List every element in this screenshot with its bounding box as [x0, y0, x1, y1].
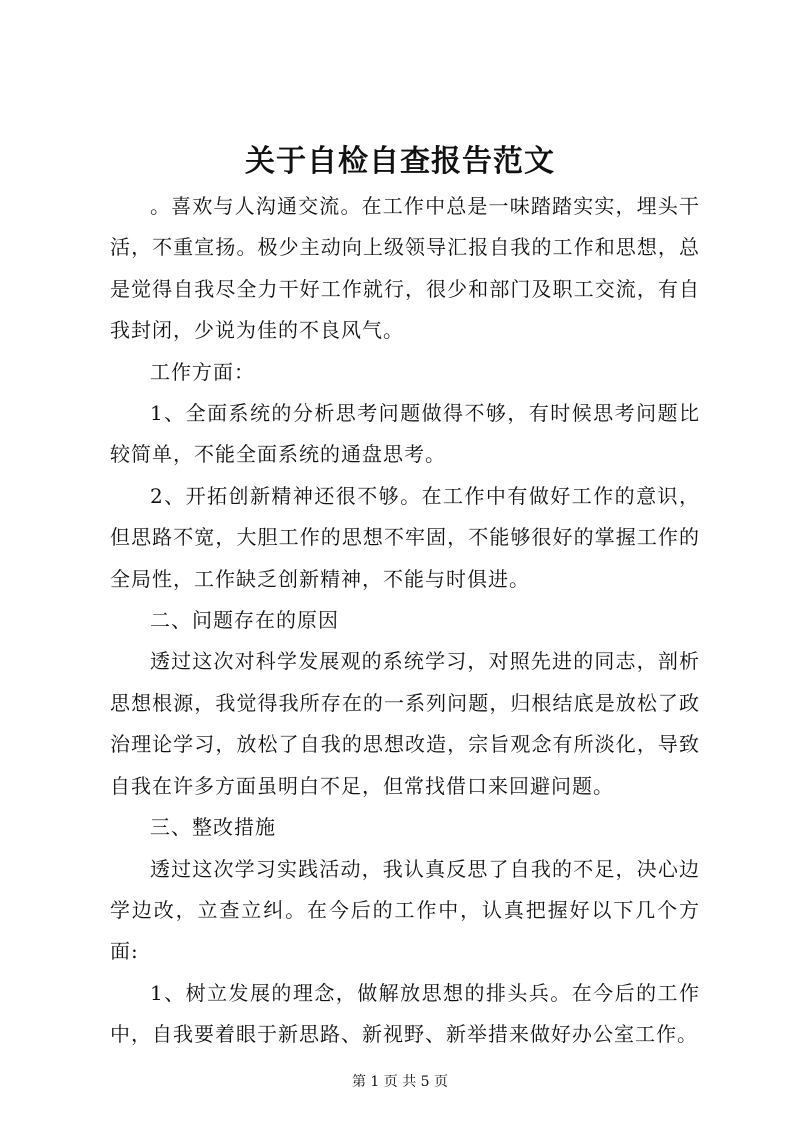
paragraph: 1、全面系统的分析思考问题做得不够，有时候思考问题比较简单，不能全面系统的通盘思考。: [110, 401, 700, 467]
section-heading: 二、问题存在的原因: [150, 608, 339, 633]
paragraph: 透过这次学习实践活动，我认真反思了自我的不足，决心边学边改，立查立纠。在今后的工作中，认真把握好以下几个方面:: [110, 856, 700, 964]
section-heading: 三、整改措施: [150, 815, 276, 840]
paragraph: 透过这次对科学发展观的系统学习，对照先进的同志，剖析思想根源，我觉得我所存在的一系列问题，归根结底是放松了政治理论学习，放松了自我的思想改造，宗旨观念有所淡化，导致自我在许多方面虽明白不足，但常找借口来回避问题。: [110, 649, 700, 798]
paragraph: 2、开拓创新精神还很不够。在工作中有做好工作的意识，但思路不宽，大胆工作的思想不牢固，不能够很好的掌握工作的全局性，工作缺乏创新精神，不能与时俱进。: [110, 483, 700, 591]
document-title: 关于自检自查报告范文: [245, 144, 555, 179]
page-footer: 第 1 页 共 5 页: [351, 1074, 449, 1090]
paragraph: 1、树立发展的理念，做解放思想的排头兵。在今后的工作中，自我要着眼于新思路、新视野、新举措来做好办公室工作。: [110, 980, 700, 1047]
section-heading: 工作方面：: [150, 359, 255, 384]
document-body: [110, 186, 700, 1056]
paragraph: 。喜欢与人沟通交流。在工作中总是一味踏踏实实，埋头干活，不重宣扬。极少主动向上级领导汇报自我的工作和思想，总是觉得自我尽全力干好工作就行，很少和部门及职工交流，有自我封闭，少说为佳的不良风气。: [110, 194, 700, 343]
